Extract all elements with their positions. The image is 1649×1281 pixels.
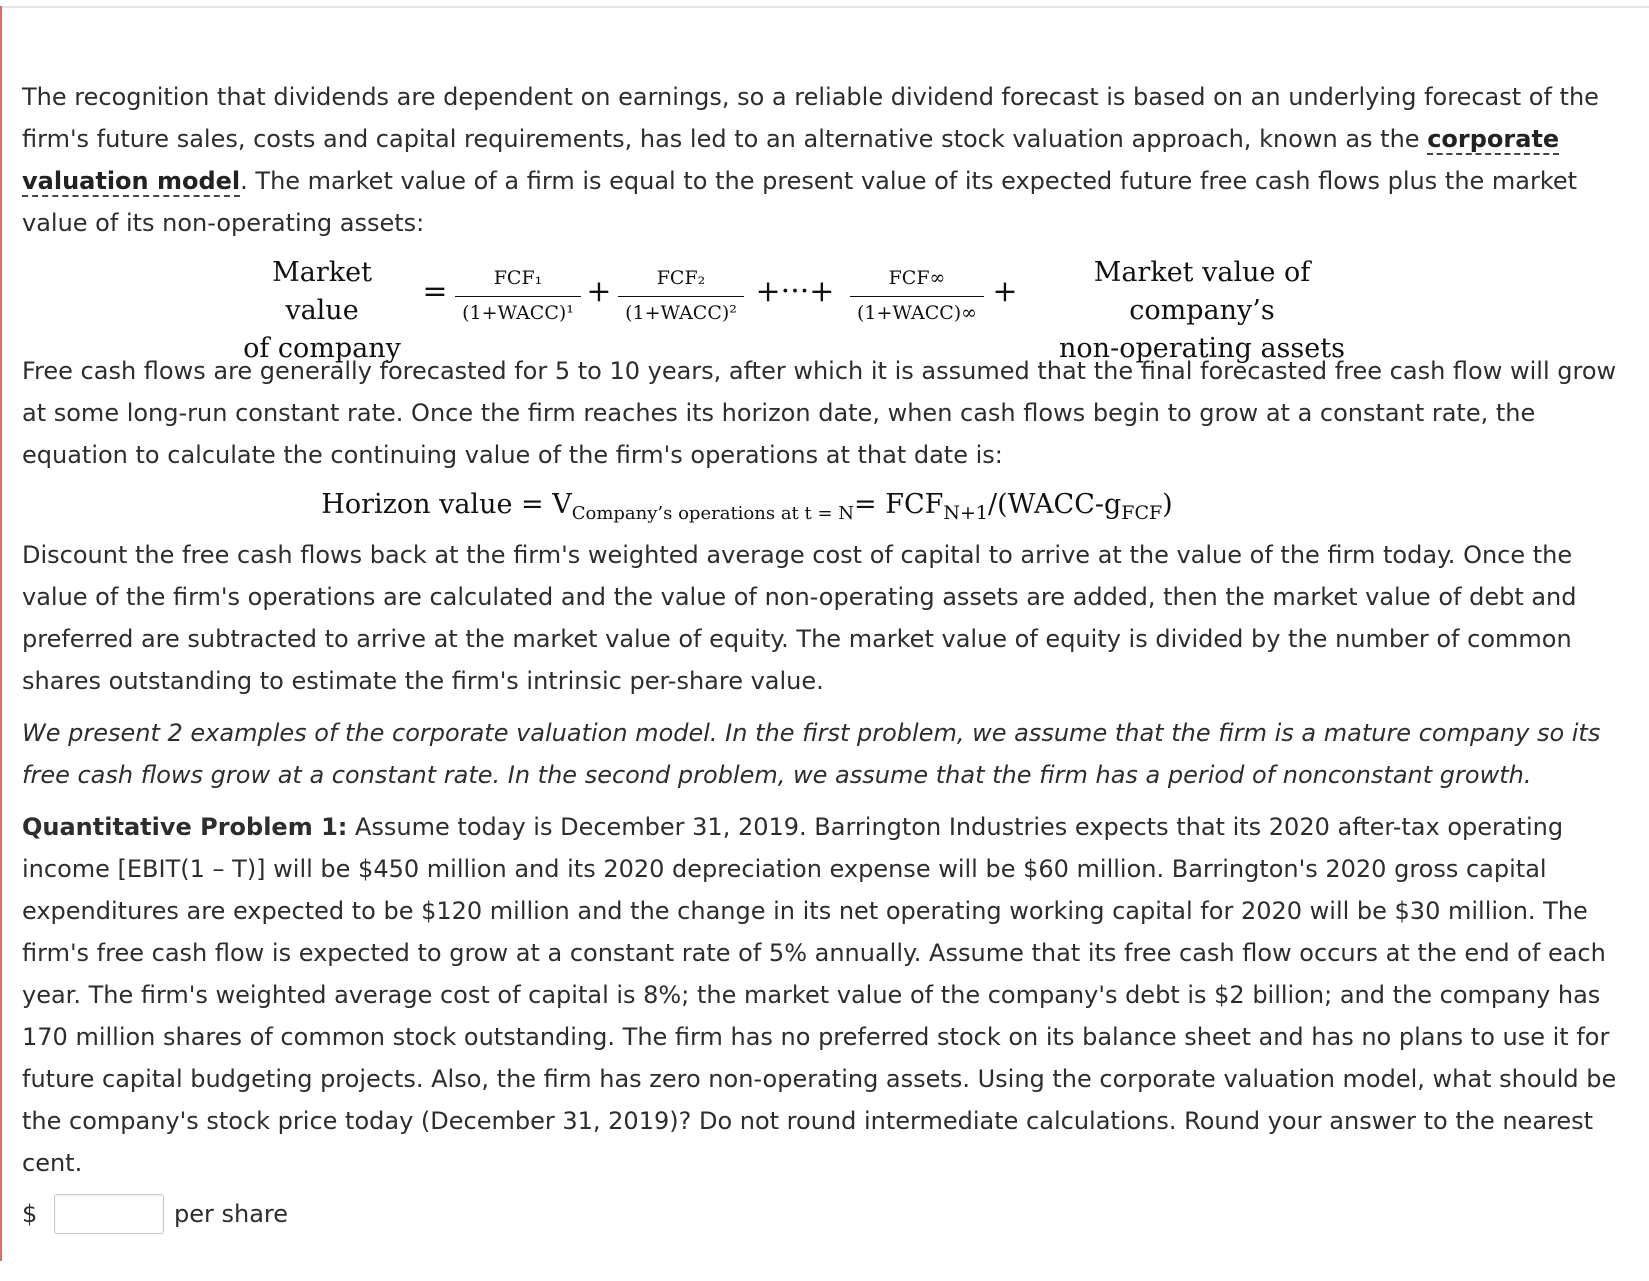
horizon-formula-subscript-g: FCF — [1121, 502, 1163, 524]
horizon-formula-subscript: Company’s operations at t = N — [571, 503, 855, 524]
stock-price-input[interactable] — [54, 1194, 164, 1234]
horizon-value-formula — [0, 476, 1632, 534]
examples-paragraph: We present 2 examples of the corporate valuation model. In the first problem, we assume that the firm is a mature company so its free cash flows grow at a constant rate. In the second problem, we assume that the firm has a period of nonconstant growth. — [22, 719, 1601, 789]
horizon-formula-lead: Horizon value = V — [321, 489, 572, 520]
formula-lhs-line2: of company — [243, 333, 401, 364]
discount-paragraph: Discount the free cash flows back at the firm's weighted average cost of capital to arrive at the value of the firm today. Once the value of the firm's operations are calculated and the value of non-operating assets are added, then the market value of debt and preferred are subtracted to arrive at the market value of equity. The market value of equity is divided by the number of common shares outstanding to estimate the firm's intrinsic per-share value. — [22, 541, 1577, 695]
term-fcf1 — [455, 266, 581, 325]
term-fcf1-numerator: FCF₁ — [455, 266, 581, 297]
intro-text-before: The recognition that dividends are dependent on earnings, so a reliable dividend forecast is based on an underlying forecast of the firm's future sales, costs and capital requirements, has led to an alternative stock valuation approach, known as the — [22, 83, 1599, 153]
formula-rhs-line1: Market value of company’s — [1093, 257, 1311, 326]
horizon-formula-denominator: /(WACC-g — [988, 489, 1122, 520]
formula-lhs — [232, 254, 412, 368]
horizon-formula-close: ) — [1162, 489, 1173, 520]
term-fcf-inf-denominator: (1+WACC)∞ — [856, 302, 978, 324]
formula-lhs-line1: Market value — [272, 257, 372, 326]
unit-label: per share — [174, 1200, 289, 1228]
term-fcf-inf-numerator: FCF∞ — [850, 266, 984, 297]
horizon-paragraph: Free cash flows are generally forecasted for 5 to 10 years, after which it is assumed that the final forecasted free cash flow will grow at some long-run constant rate. Once the firm reaches its horizon date, when cash flows begin to grow at a constant rate, the equation to calculate the continuing value of the firm's operations at that date is: — [22, 357, 1617, 469]
problem-text: Assume today is December 31, 2019. Barrington Industries expects that its 2020 after-tax operating income [EBIT(1 – T)] will be $450 million and its 2020 depreciation expense will be $60 million. Barrington's 2020 gross capital expenditures are expected to be $120 million and the change in its net operating working capital for 2020 will be $30 million. The firm's free cash flow is expected to grow at a constant rate of 5% annually. Assume that its free cash flow occurs at the end of each year. The firm's weighted average cost of capital is 8%; the market value of the company's debt is $2 billion; and the company has 170 million shares of common stock outstanding. The firm has no preferred stock on its balance sheet and has no plans to use it for future capital budgeting projects. Also, the firm has zero non-operating assets. Using the corporate valuation model, what should be the company's stock price today (December 31, 2019)? Do not round intermediate calculations. Round your answer to the nearest cent. — [22, 813, 1617, 1177]
problem-paragraph — [22, 806, 1632, 1184]
currency-symbol: $ — [22, 1200, 38, 1228]
formula-rhs — [1022, 254, 1382, 368]
formula-rhs-line2: non-operating assets — [1059, 333, 1345, 364]
intro-paragraph — [22, 76, 1632, 244]
formula-plus-1: + — [586, 274, 612, 309]
market-value-formula — [212, 244, 1432, 364]
term-fcf1-denominator: (1+WACC)¹ — [462, 302, 574, 324]
term-fcf-infinity — [850, 266, 984, 325]
left-accent-bar — [0, 6, 2, 1261]
intro-text-after: . The market value of a firm is equal to the present value of its expected future free cash flows plus the market value of its non-operating assets: — [22, 167, 1578, 237]
formula-plus-2: + — [992, 274, 1018, 309]
term-fcf2-numerator: FCF₂ — [618, 266, 744, 297]
question-content — [22, 76, 1632, 1238]
formula-ellipsis: +···+ — [755, 274, 835, 309]
top-divider — [0, 6, 1649, 8]
problem-label: Quantitative Problem 1: — [22, 813, 348, 841]
horizon-formula-fcf: = FCF — [854, 489, 944, 520]
horizon-formula-subscript-n: N+1 — [943, 502, 988, 524]
term-fcf2-denominator: (1+WACC)² — [625, 302, 737, 324]
answer-row — [22, 1190, 1632, 1238]
corporate-valuation-model-glossary-link[interactable]: corporate valuation model — [22, 125, 1560, 195]
term-fcf2 — [618, 266, 744, 325]
formula-equals: = — [422, 274, 448, 309]
